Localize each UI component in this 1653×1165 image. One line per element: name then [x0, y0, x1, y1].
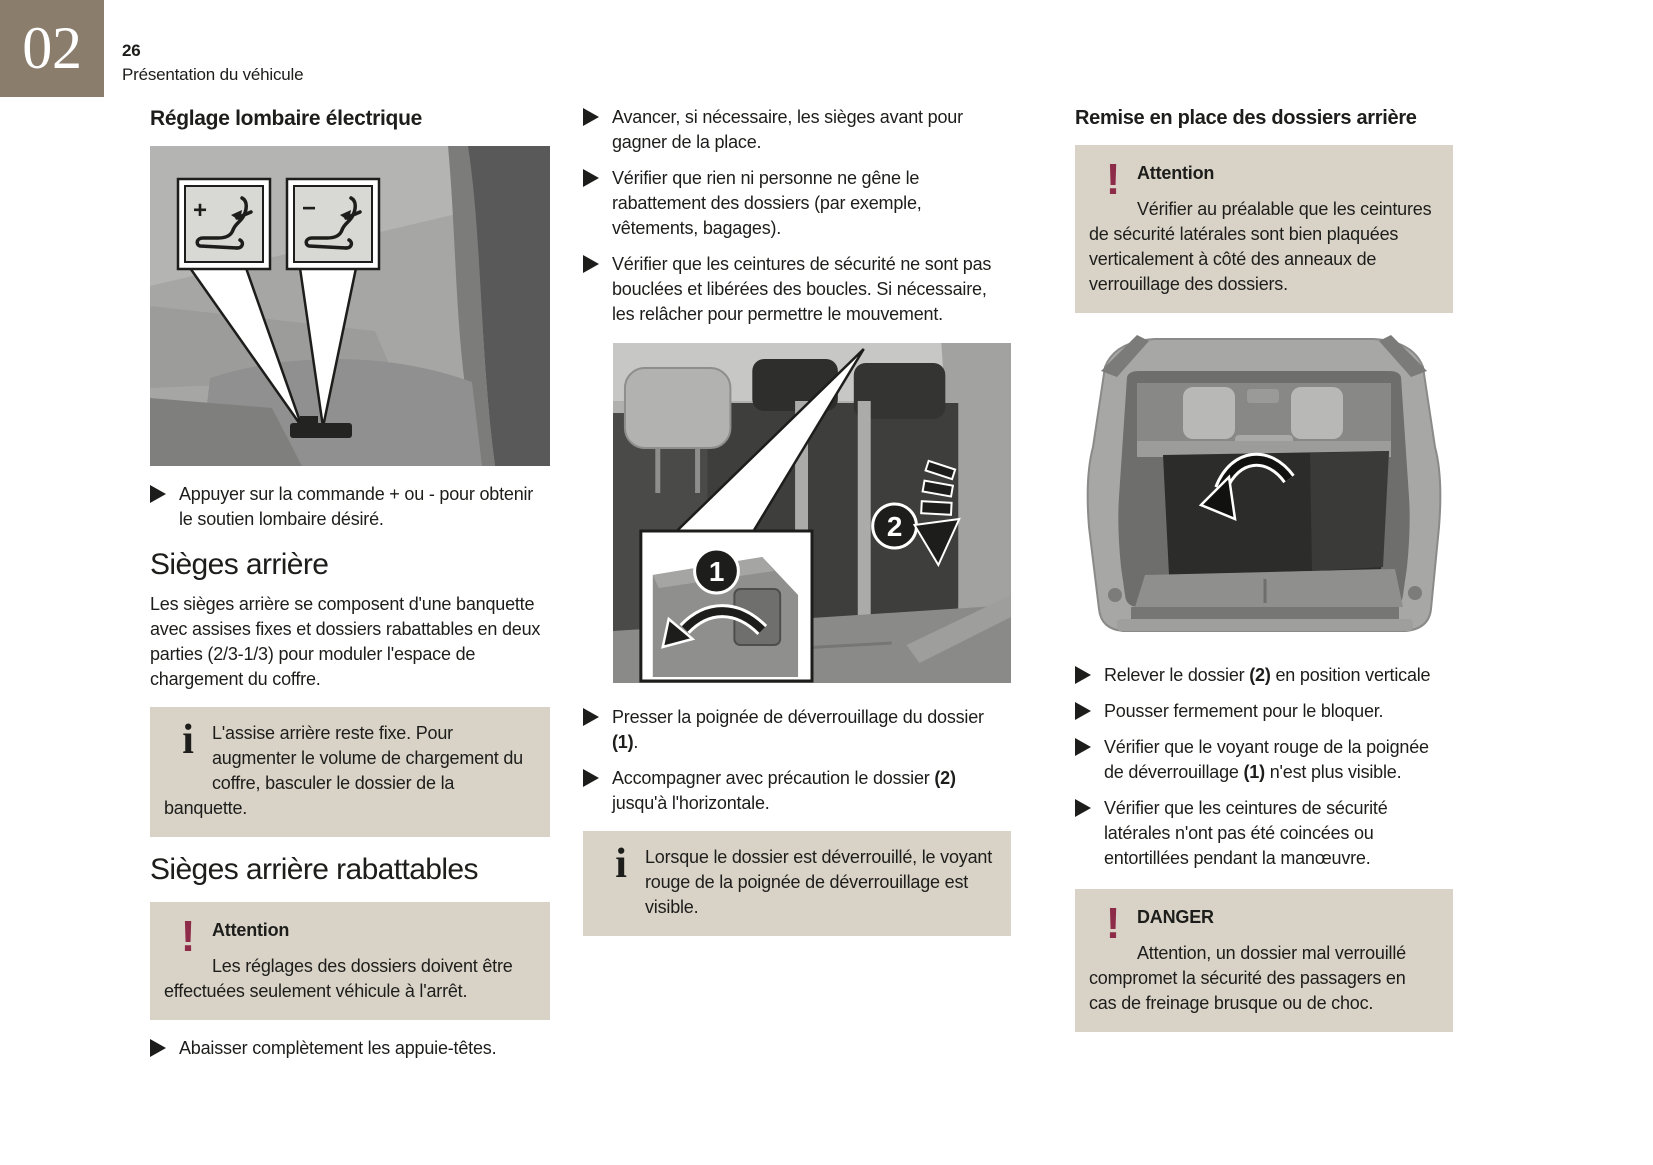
bullet-text: Vérifier que les ceintures de sécurité latérales n'ont pas été coincées ou entortillées pendant la manœuvre. — [1104, 798, 1388, 868]
front-headrest — [1183, 387, 1235, 439]
info-icon: i — [615, 841, 627, 887]
bullet-triangle-icon — [583, 708, 599, 726]
front-headrest — [1291, 387, 1343, 439]
bullet-item — [583, 105, 1011, 155]
heading-rear-seats: Sièges arrière — [150, 548, 329, 581]
chapter-title: Présentation du véhicule — [122, 65, 304, 85]
bullet-text: Pousser fermement pour le bloquer. — [1104, 701, 1384, 721]
attention-box — [1075, 145, 1453, 313]
bullet-text: Relever le dossier (2) en position verticale — [1104, 665, 1431, 685]
bullet-triangle-icon — [583, 769, 599, 787]
chapter-badge — [0, 0, 104, 97]
bullet-triangle-icon — [583, 169, 599, 187]
column-left — [150, 105, 550, 1061]
svg-text:1: 1 — [708, 555, 725, 588]
section-heading-lumbar: Réglage lombaire électrique — [150, 107, 422, 130]
bullet-item — [1075, 796, 1453, 871]
bullet-item — [583, 766, 1011, 816]
bullet-triangle-icon — [583, 255, 599, 273]
bullet-text: Vérifier que rien ni personne ne gêne le rabattement des dossiers (par exemple, vêtements, bagages). — [612, 168, 922, 238]
bullet-text: Vérifier que le voyant rouge de la poignée de déverrouillage (1) n'est plus visible. — [1104, 737, 1429, 782]
bullet-triangle-icon — [1075, 799, 1091, 817]
section-heading-refit: Remise en place des dossiers arrière — [1075, 107, 1417, 129]
chapter-number: 02 — [22, 15, 82, 81]
bullet-text: Presser la poignée de déverrouillage du dossier (1). — [612, 707, 984, 752]
rear-seats-illustration — [613, 343, 1011, 683]
bullet-item — [1075, 735, 1453, 785]
bullet-item — [583, 166, 1011, 241]
info-icon: i — [182, 717, 194, 763]
attention-title: Attention — [1137, 163, 1215, 183]
column-right — [1075, 105, 1453, 1032]
column-middle — [583, 105, 1011, 936]
warning-icon: ! — [180, 912, 196, 961]
attention-title: Attention — [212, 920, 290, 940]
bullet-text: Vérifier que les ceintures de sécurité ne sont pas bouclées et libérées des boucles. Si nécessaire, les relâcher pour permettre le mouvement. — [612, 254, 992, 324]
plus-label: + — [193, 197, 207, 224]
info-box-text: Lorsque le dossier est déverrouillé, le voyant rouge de la poignée de déverrouillage est visible. — [645, 847, 992, 917]
attention-body: Les réglages des dossiers doivent être effectuées seulement véhicule à l'arrêt. — [164, 956, 513, 1001]
info-box — [150, 707, 550, 837]
bullet-item — [583, 705, 1011, 755]
callout-2-badge — [873, 504, 917, 548]
svg-text:2: 2 — [886, 510, 903, 543]
left-headrest — [625, 368, 730, 448]
danger-box — [1075, 889, 1453, 1032]
lumbar-minus-pictogram — [287, 179, 379, 269]
trunk-illustration — [1075, 327, 1453, 637]
bullet-triangle-icon — [150, 1039, 166, 1057]
minus-label: − — [302, 195, 316, 222]
bullet-item — [583, 252, 1011, 327]
bullet-text: Abaisser complètement les appuie-têtes. — [179, 1038, 497, 1058]
bullet-triangle-icon — [1075, 702, 1091, 720]
seat-belt — [858, 401, 871, 633]
warning-icon: ! — [1105, 155, 1121, 204]
attention-body: Vérifier au préalable que les ceintures de sécurité latérales sont bien plaquées verticalement à côté des anneaux de verrouillage des dossiers. — [1089, 199, 1432, 294]
bullet-item — [1075, 663, 1453, 688]
danger-title: DANGER — [1137, 907, 1214, 927]
info-box-text: L'assise arrière reste fixe. Pour augmenter le volume de chargement du coffre, basculer le dossier de la banquette. — [164, 723, 523, 818]
figure-lumbar-adjustment — [150, 146, 550, 466]
bullet-text: Appuyer sur la commande + ou - pour obtenir le soutien lombaire désiré. — [179, 484, 534, 529]
bullet-item — [1075, 699, 1453, 724]
bullet-text: Avancer, si nécessaire, les sièges avant pour gagner de la place. — [612, 107, 963, 152]
paragraph-rear-seats: Les sièges arrière se composent d'une banquette avec assises fixes et dossiers rabattables en deux parties (2/3-1/3) pour moduler l'espace de chargement du coffre. — [150, 594, 541, 689]
bullet-text: Accompagner avec précaution le dossier (2) jusqu'à l'horizontale. — [612, 768, 956, 813]
bullet-triangle-icon — [583, 108, 599, 126]
heading-foldable-seats: Sièges arrière rabattables — [150, 853, 478, 886]
bullet-item — [150, 1036, 550, 1061]
bullet-item — [150, 482, 550, 532]
page-header — [122, 40, 303, 86]
figure-trunk — [1075, 327, 1453, 637]
page-number: 26 — [122, 41, 141, 60]
lumbar-plus-pictogram — [178, 179, 270, 269]
attention-box — [150, 902, 550, 1020]
figure-rear-seats — [613, 343, 1011, 683]
danger-body: Attention, un dossier mal verrouillé compromet la sécurité des passagers en cas de freinage brusque ou de choc. — [1089, 943, 1406, 1013]
bullet-triangle-icon — [1075, 666, 1091, 684]
warning-icon: ! — [1105, 899, 1121, 948]
bullet-triangle-icon — [1075, 738, 1091, 756]
bullet-triangle-icon — [150, 485, 166, 503]
lumbar-illustration — [150, 146, 550, 466]
info-box — [583, 831, 1011, 936]
callout-1-badge — [695, 549, 739, 593]
